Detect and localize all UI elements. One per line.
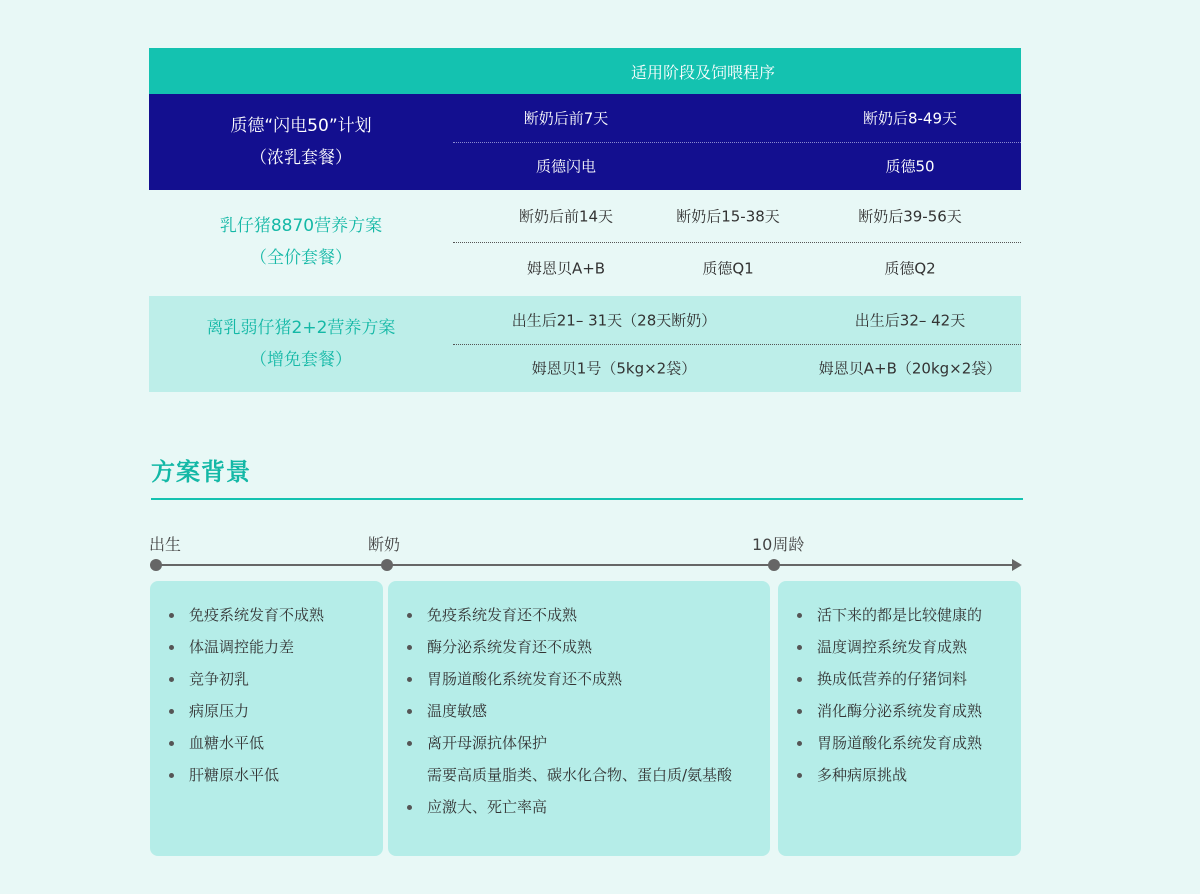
table-row xyxy=(149,190,1021,294)
bullet-icon xyxy=(169,773,174,778)
list-item: 温度调控系统发育成熟 xyxy=(778,631,1021,663)
plan-name-line2: （增免套餐） xyxy=(250,350,352,370)
product-cell: 质德闪电 xyxy=(535,157,597,176)
plan-name-line2: （全价套餐） xyxy=(250,248,352,268)
timeline-label-weaning: 断奶 xyxy=(368,535,401,554)
bullet-icon xyxy=(169,741,174,746)
list-item: 竞争初乳 xyxy=(150,663,383,695)
bullet-icon xyxy=(797,677,802,682)
table-row xyxy=(149,296,1021,392)
product-cell: 质德Q1 xyxy=(702,259,754,278)
plan-name xyxy=(149,190,453,294)
stage-card-weaning xyxy=(388,581,770,856)
bullet-icon xyxy=(407,613,412,618)
stage-card-10-weeks xyxy=(778,581,1021,856)
stage-cell: 断奶后15-38天 xyxy=(676,207,780,226)
stage-cell: 断奶后8-49天 xyxy=(862,109,958,128)
product-cell: 姆恩贝A+B xyxy=(526,259,606,278)
plan-name xyxy=(149,94,453,190)
bullet-icon xyxy=(407,709,412,714)
stage-cell: 出生后21– 31天（28天断奶） xyxy=(511,311,717,330)
product-cell: 姆恩贝A+B（20kg×2袋） xyxy=(818,359,1002,378)
list-item: 胃肠道酸化系统发育成熟 xyxy=(778,727,1021,759)
timeline-label-10-weeks: 10周龄 xyxy=(752,535,805,554)
list-item: 酶分泌系统发育还不成熟 xyxy=(388,631,770,663)
table-row xyxy=(149,94,1021,190)
bullet-icon xyxy=(169,613,174,618)
stage-line xyxy=(453,296,1021,344)
section-divider xyxy=(151,498,1023,500)
product-cell: 姆恩贝1号（5kg×2袋） xyxy=(531,359,697,378)
plan-name xyxy=(149,296,453,392)
timeline-label-birth: 出生 xyxy=(149,535,182,554)
list-item: 免疫系统发育不成熟 xyxy=(150,599,383,631)
bullet-icon xyxy=(407,677,412,682)
list-item: 换成低营养的仔猪饲料 xyxy=(778,663,1021,695)
list-item: 免疫系统发育还不成熟 xyxy=(388,599,770,631)
plan-cells xyxy=(453,190,1021,294)
plan-cells xyxy=(453,296,1021,392)
stage-cell: 出生后32– 42天 xyxy=(854,311,966,330)
stage-line xyxy=(453,94,1021,142)
plan-name-line1: 质德“闪电50”计划 xyxy=(230,116,372,136)
plan-name-line1: 乳仔猪8870营养方案 xyxy=(219,216,383,236)
bullet-icon xyxy=(797,645,802,650)
stage-cell: 断奶后前14天 xyxy=(518,207,614,226)
bullet-icon xyxy=(407,741,412,746)
bullet-icon xyxy=(797,741,802,746)
timeline-axis xyxy=(156,564,1014,566)
timeline-arrow-icon xyxy=(1012,559,1022,571)
table-header xyxy=(149,48,1021,94)
list-item: 活下来的都是比较健康的 xyxy=(778,599,1021,631)
card-list xyxy=(150,599,383,791)
plan-cells xyxy=(453,94,1021,190)
bullet-icon xyxy=(797,709,802,714)
list-item: 多种病原挑战 xyxy=(778,759,1021,791)
stage-cell: 断奶后39-56天 xyxy=(858,207,962,226)
list-item-continuation: 需要高质量脂类、碳水化合物、蛋白质/氨基酸 xyxy=(427,766,733,784)
list-item: 消化酶分泌系统发育成熟 xyxy=(778,695,1021,727)
product-line xyxy=(453,243,1021,295)
product-line xyxy=(453,345,1021,393)
timeline-dot xyxy=(381,559,393,571)
bullet-icon xyxy=(169,677,174,682)
bullet-icon xyxy=(407,645,412,650)
table-header-label: 适用阶段及饲喂程序 xyxy=(631,62,776,82)
section-title: 方案背景 xyxy=(151,458,251,486)
feeding-program-table xyxy=(149,48,1021,392)
product-cell: 质德50 xyxy=(885,157,935,176)
plan-name-line1: 离乳弱仔猪2+2营养方案 xyxy=(206,318,396,338)
timeline-dot xyxy=(768,559,780,571)
bullet-icon xyxy=(797,613,802,618)
bullet-icon xyxy=(407,805,412,810)
timeline-dot xyxy=(150,559,162,571)
list-item: 温度敏感 xyxy=(388,695,770,727)
list-item: 离开母源抗体保护 xyxy=(388,727,770,759)
bullet-icon xyxy=(797,773,802,778)
card-list xyxy=(388,599,770,823)
card-list xyxy=(778,599,1021,791)
list-item: 体温调控能力差 xyxy=(150,631,383,663)
bullet-icon xyxy=(169,709,174,714)
list-item: 血糖水平低 xyxy=(150,727,383,759)
stage-card-birth xyxy=(150,581,383,856)
list-item: 肝糖原水平低 xyxy=(150,759,383,791)
product-line xyxy=(453,143,1021,191)
list-item: 应激大、死亡率高 xyxy=(388,791,770,823)
list-item: 胃肠道酸化系统发育还不成熟 xyxy=(388,663,770,695)
plan-name-line2: （浓乳套餐） xyxy=(250,148,352,168)
product-cell: 质德Q2 xyxy=(884,259,936,278)
list-item: 病原压力 xyxy=(150,695,383,727)
stage-cell: 断奶后前7天 xyxy=(523,109,609,128)
bullet-icon xyxy=(169,645,174,650)
stage-line xyxy=(453,190,1021,242)
